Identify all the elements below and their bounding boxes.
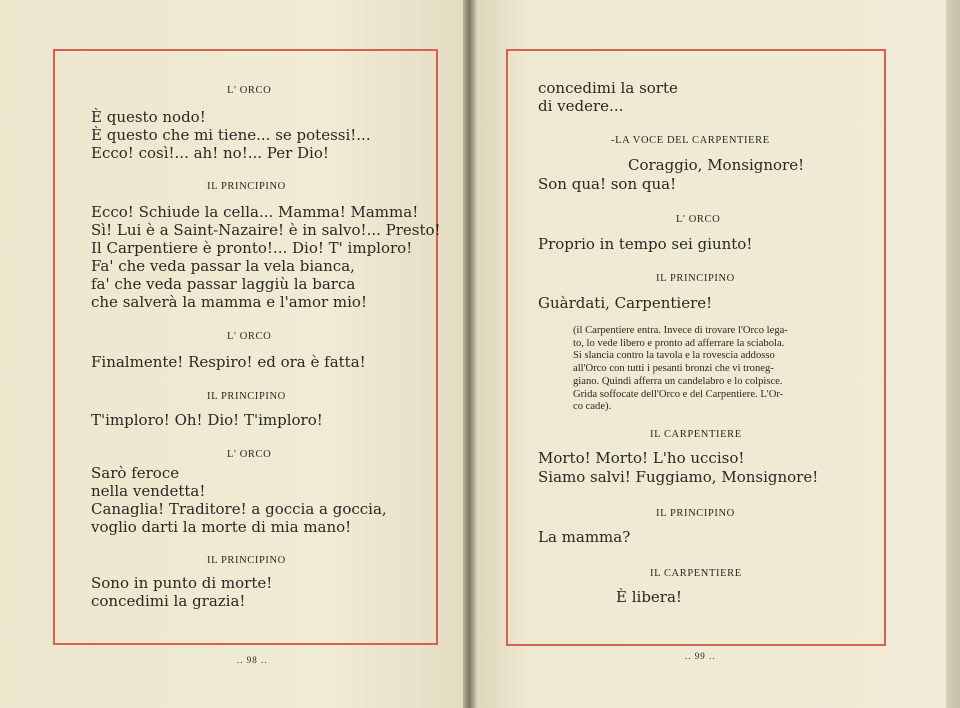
page-edge [946, 0, 960, 708]
speaker-label: L' ORCO [227, 331, 272, 342]
verse-line: Sì! Lui è a Saint-Nazaire! è in salvo!... Presto! [91, 221, 441, 239]
verse-line: Coraggio, Monsignore! [628, 156, 805, 174]
verse-line: Sono in punto di morte! [91, 574, 273, 592]
verse-line: Canaglia! Traditore! a goccia a goccia, [91, 500, 387, 518]
verse-line: Guàrdati, Carpentiere! [538, 294, 713, 312]
speaker-label: IL PRINCIPINO [656, 273, 735, 284]
verse-line: voglio darti la morte di mia mano! [91, 518, 352, 536]
verse-line: Ecco! Schiude la cella... Mamma! Mamma! [91, 203, 419, 221]
speaker-label: L' ORCO [676, 214, 721, 225]
verse-line: fa' che veda passar laggiù la barca [91, 275, 356, 293]
verse-line: concedimi la grazia! [91, 592, 246, 610]
verse-line: nella vendetta! [91, 482, 206, 500]
verse-line: Sarò feroce [91, 464, 180, 482]
speaker-label: IL PRINCIPINO [656, 508, 735, 519]
verse-line: È libera! [616, 588, 682, 606]
page-number: .. 98 .. [237, 655, 268, 665]
verse-line: Finalmente! Respiro! ed ora è fatta! [91, 353, 366, 371]
speaker-label: IL PRINCIPINO [207, 555, 286, 566]
speaker-label: L' ORCO [227, 449, 272, 460]
page-number: .. 99 .. [685, 651, 716, 661]
verse-line: di vedere... [538, 97, 624, 115]
verse-line: Son qua! son qua! [538, 175, 677, 193]
verse-line: È questo che mi tiene... se potessi!... [91, 126, 371, 144]
stage-direction: (il Carpentiere entra. Invece di trovare l'Orco lega- to, lo vede libero e pronto ad afferrare la sciabola. Si slancia contro la tavola e la rovescia addosso all'Orco con tutti i pesanti bronzi che vi troneg- giano. Quindi afferra un candelabro e lo colpisce. Grida soffocate dell'Orco e del Carpentiere. L'Or- co cade). [573, 325, 788, 413]
verse-line: T'imploro! Oh! Dio! T'imploro! [91, 411, 323, 429]
verse-line: concedimi la sorte [538, 79, 678, 97]
verse-line: La mamma? [538, 528, 631, 546]
speaker-label: IL CARPENTIERE [650, 429, 742, 440]
verse-line: È questo nodo! [91, 108, 206, 126]
verse-line: Siamo salvi! Fuggiamo, Monsignore! [538, 468, 819, 486]
verse-line: Fa' che veda passar la vela bianca, [91, 257, 355, 275]
verse-line: Proprio in tempo sei giunto! [538, 235, 753, 253]
verse-line: che salverà la mamma e l'amor mio! [91, 293, 367, 311]
speaker-label: IL PRINCIPINO [207, 391, 286, 402]
speaker-label: L' ORCO [227, 85, 272, 96]
verse-line: Il Carpentiere è pronto!... Dio! T' imploro! [91, 239, 413, 257]
verse-line: Morto! Morto! L'ho ucciso! [538, 449, 745, 467]
speaker-label: IL CARPENTIERE [650, 568, 742, 579]
speaker-label: -LA VOCE DEL CARPENTIERE [611, 135, 770, 146]
speaker-label: IL PRINCIPINO [207, 181, 286, 192]
book-gutter [463, 0, 477, 708]
verse-line: Ecco! così!... ah! no!... Per Dio! [91, 144, 329, 162]
